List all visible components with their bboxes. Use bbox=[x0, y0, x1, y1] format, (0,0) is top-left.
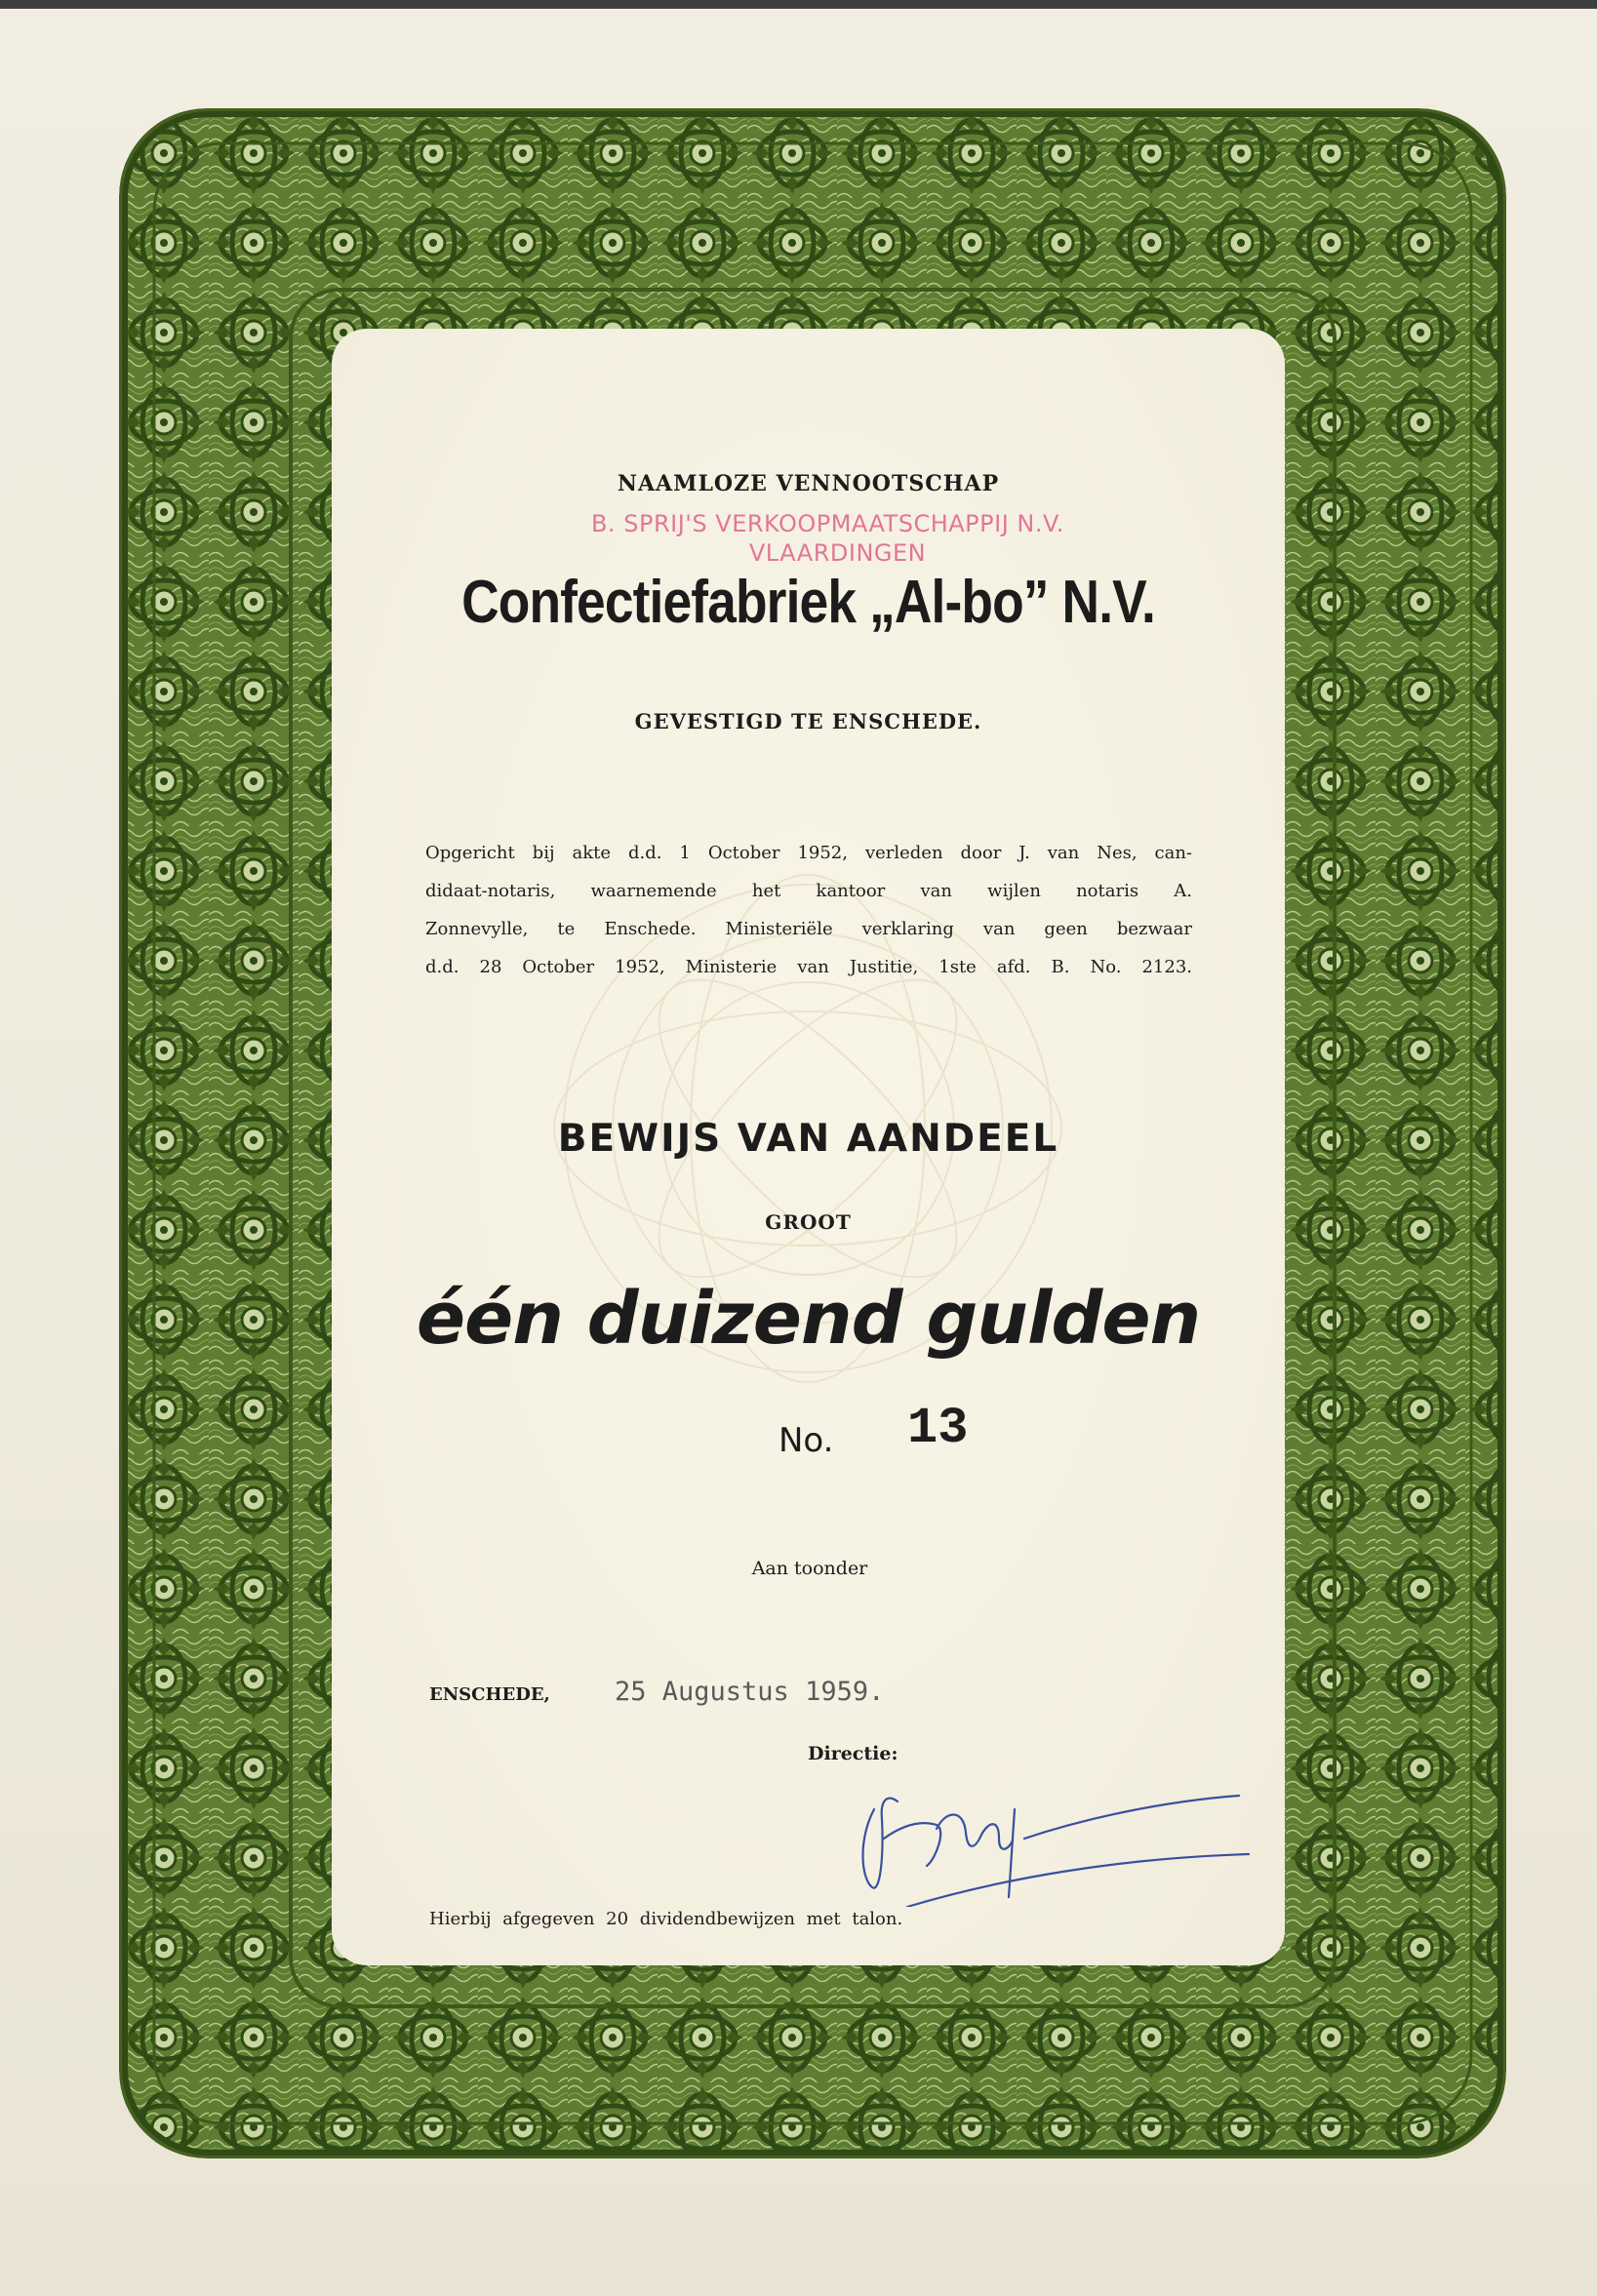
issue-date: 25 Augustus 1959. bbox=[615, 1677, 885, 1707]
groot-label: GROOT bbox=[765, 1210, 852, 1234]
dividend-note: Hierbij afgegeven 20 dividendbewijzen met talon. bbox=[429, 1909, 903, 1929]
scan-top-edge bbox=[0, 0, 1597, 9]
stamp-line-2: VLAARDINGEN bbox=[748, 539, 927, 567]
founding-line: d.d. 28 October 1952, Ministerie van Justitie, 1ste afd. B. No. 2123. bbox=[425, 957, 1192, 977]
certificate-paper bbox=[0, 9, 1597, 2296]
share-amount: één duizend gulden bbox=[416, 1277, 1201, 1361]
number-label: No. bbox=[779, 1421, 834, 1460]
certificate-text-panel bbox=[332, 329, 1285, 1965]
founding-line: didaat-notaris, waarnemende het kantoor van wijlen notaris A. bbox=[425, 881, 1192, 901]
company-name: Confectiefabriek „Al-bo” N.V. bbox=[461, 569, 1155, 636]
direction-label: Directie: bbox=[808, 1743, 898, 1764]
stamp-line-1: B. SPRIJ'S VERKOOPMAATSCHAPPIJ N.V. bbox=[591, 510, 1064, 537]
share-title: BEWIJS VAN AANDEEL bbox=[557, 1117, 1059, 1161]
certificate-number: 13 bbox=[907, 1400, 969, 1457]
bearer-text: Aan toonder bbox=[751, 1558, 868, 1579]
company-type: NAAMLOZE VENNOOTSCHAP bbox=[617, 471, 1000, 496]
issue-place: ENSCHEDE, bbox=[429, 1684, 550, 1705]
director-signature bbox=[790, 1751, 1278, 1907]
founding-line: Opgericht bij akte d.d. 1 October 1952, verleden door J. van Nes, can- bbox=[425, 843, 1192, 863]
founding-paragraph bbox=[425, 834, 1192, 986]
company-seat: GEVESTIGD TE ENSCHEDE. bbox=[634, 709, 982, 733]
founding-line: Zonnevylle, te Enschede. Ministeriële verklaring van geen bezwaar bbox=[425, 919, 1192, 939]
